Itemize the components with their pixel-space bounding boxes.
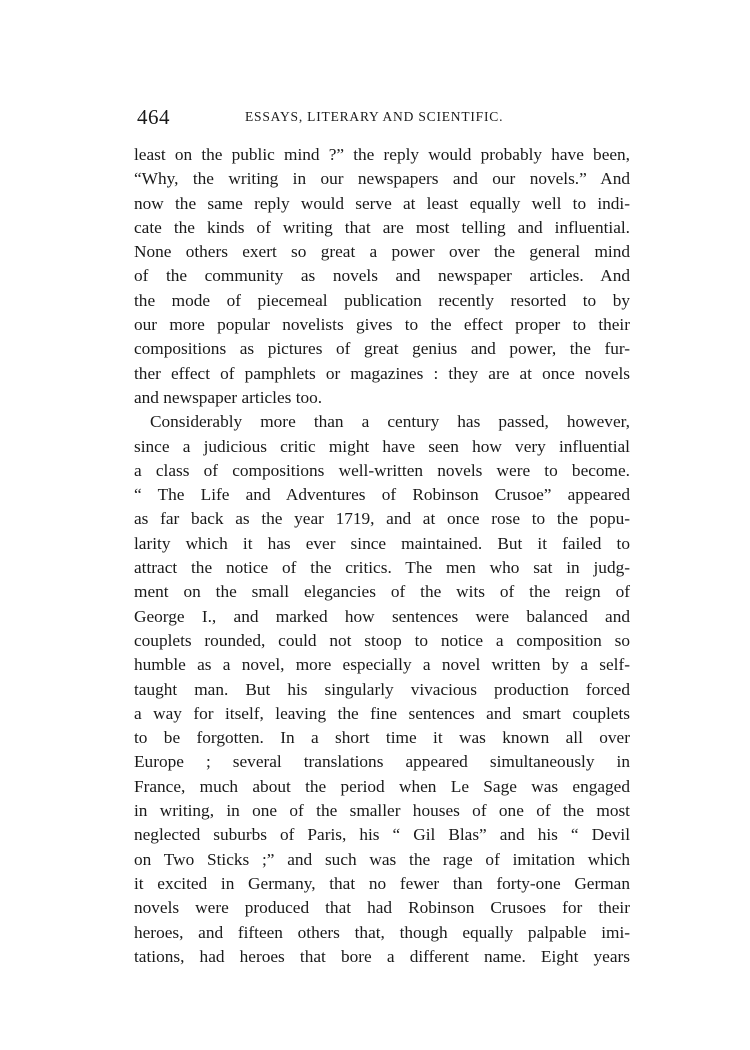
text-line: “Why, the writing in our newspapers and our novels.” And <box>134 169 630 189</box>
text-line: a class of compositions well-written novels were to become. <box>134 460 630 480</box>
text-line: now the same reply would serve at least equally well to indi- <box>134 193 630 213</box>
text-line: taught man. But his singularly vivacious production forced <box>134 679 630 699</box>
text-line: as far back as the year 1719, and at once rose to the popu- <box>134 509 630 529</box>
text-line: neglected suburbs of Paris, his “ Gil Blas” and his “ Devil <box>134 825 630 845</box>
text-line: France, much about the period when Le Sage was engaged <box>134 776 630 796</box>
text-line: a way for itself, leaving the fine sentences and smart couplets <box>134 703 630 723</box>
text-line: ther effect of pamphlets or magazines : they are at once novels <box>134 363 630 383</box>
text-line: of the community as novels and newspaper articles. And <box>134 266 630 286</box>
text-line: cate the kinds of writing that are most telling and influential. <box>134 217 630 237</box>
text-line: Europe ; several translations appeared simultaneously in <box>134 752 630 772</box>
text-line: attract the notice of the critics. The men who sat in judg- <box>134 558 630 578</box>
page-number: 464 <box>137 105 170 129</box>
text-line: humble as a novel, more especially a novel written by a self- <box>134 655 630 675</box>
text-line: to be forgotten. In a short time it was known all over <box>134 728 630 748</box>
running-head: ESSAYS, LITERARY AND SCIENTIFIC. <box>245 109 504 124</box>
text-line: compositions as pictures of great genius and power, the fur- <box>134 339 630 359</box>
text-line: couplets rounded, could not stoop to notice a composition so <box>134 630 630 650</box>
text-line: ment on the small elegancies of the wits of the reign of <box>134 582 630 602</box>
paragraph-first-line: Considerably more than a century has passed, however, <box>150 412 630 432</box>
text-line: heroes, and fifteen others that, though equally palpable imi- <box>134 922 630 942</box>
body-text <box>134 143 630 969</box>
text-line: since a judicious critic might have seen how very influential <box>134 436 630 456</box>
text-line: it excited in Germany, that no fewer than forty-one German <box>134 873 630 893</box>
text-line: least on the public mind ?” the reply would probably have been, <box>134 145 630 164</box>
text-line: tations, had heroes that bore a different name. Eight years <box>134 946 630 966</box>
text-line: None others exert so great a power over the general mind <box>134 242 630 262</box>
text-line: George I., and marked how sentences were balanced and <box>134 606 630 626</box>
text-line: our more popular novelists gives to the effect proper to their <box>134 315 630 335</box>
page-header <box>137 104 629 130</box>
text-line: novels were produced that had Robinson Crusoes for their <box>134 898 630 918</box>
text-line: in writing, in one of the smaller houses of one of the most <box>134 801 630 821</box>
text-line: on Two Sticks ;” and such was the rage of imitation which <box>134 849 630 869</box>
paragraph-last-line: and newspaper articles too. <box>134 387 323 407</box>
text-line: “ The Life and Adventures of Robinson Crusoe” appeared <box>134 485 630 505</box>
text-line: the mode of piecemeal publication recently resorted to by <box>134 290 630 310</box>
text-line: larity which it has ever since maintained. But it failed to <box>134 533 630 553</box>
